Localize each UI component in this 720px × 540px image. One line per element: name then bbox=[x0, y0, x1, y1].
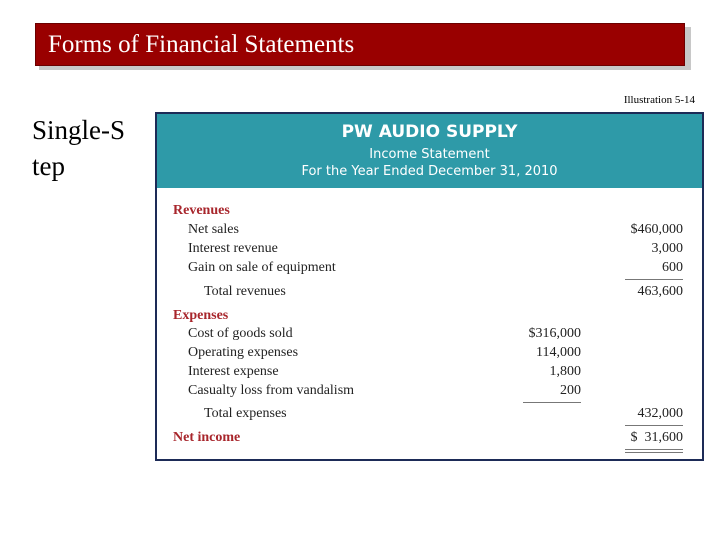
net-income-label: Net income bbox=[173, 430, 241, 445]
illustration-number: Illustration 5-14 bbox=[623, 94, 695, 106]
net-income-double-rule-top bbox=[625, 449, 683, 450]
total-expenses-amount: 432,000 bbox=[637, 406, 683, 421]
total-revenues-rule bbox=[625, 279, 683, 280]
revenue-row bbox=[157, 222, 702, 241]
side-label-text: Single-Step bbox=[32, 115, 126, 181]
total-expenses-rule bbox=[523, 402, 581, 403]
revenue-row bbox=[157, 260, 702, 279]
slide-title: Forms of Financial Statements bbox=[48, 31, 355, 58]
expense-label: Interest expense bbox=[188, 364, 279, 379]
revenue-amount: $460,000 bbox=[630, 222, 683, 237]
expenses-heading-row bbox=[157, 308, 702, 327]
expense-label: Cost of goods sold bbox=[188, 326, 293, 341]
revenue-amount: 600 bbox=[662, 260, 683, 275]
expense-label: Operating expenses bbox=[188, 345, 299, 360]
revenue-amount: 3,000 bbox=[651, 241, 683, 256]
company-name: PW AUDIO SUPPLY bbox=[341, 122, 518, 142]
total-expenses-row bbox=[157, 406, 702, 425]
net-income-amount: $ 31,600 bbox=[630, 430, 683, 445]
expense-amount: $316,000 bbox=[528, 326, 581, 341]
revenue-label: Net sales bbox=[188, 222, 239, 237]
expense-amount: 200 bbox=[560, 383, 581, 398]
expense-amount: 1,800 bbox=[549, 364, 581, 379]
total-revenues-amount: 463,600 bbox=[637, 284, 683, 299]
expense-row bbox=[157, 326, 702, 345]
total-revenues-label: Total revenues bbox=[204, 284, 286, 299]
income-statement bbox=[155, 112, 704, 461]
expense-row bbox=[157, 364, 702, 383]
expense-label: Casualty loss from vandalism bbox=[188, 383, 355, 398]
total-revenues-row bbox=[157, 284, 702, 303]
statement-type: Income Statement bbox=[369, 147, 490, 162]
side-label bbox=[32, 112, 132, 184]
total-expenses-label: Total expenses bbox=[204, 406, 287, 421]
expenses-heading: Expenses bbox=[173, 308, 229, 323]
net-income-rule bbox=[625, 425, 683, 426]
revenues-heading-row bbox=[157, 203, 702, 222]
expense-row bbox=[157, 345, 702, 364]
revenues-heading: Revenues bbox=[173, 203, 230, 218]
revenue-row bbox=[157, 241, 702, 260]
revenue-label: Interest revenue bbox=[188, 241, 278, 256]
statement-period: For the Year Ended December 31, 2010 bbox=[301, 164, 558, 179]
expense-amount: 114,000 bbox=[536, 345, 581, 360]
revenue-label: Gain on sale of equipment bbox=[188, 260, 336, 275]
net-income-double-rule-bottom bbox=[625, 452, 683, 453]
net-income-row bbox=[157, 430, 702, 449]
statement-header bbox=[157, 114, 702, 188]
slide-title-bar bbox=[35, 23, 685, 66]
expense-row bbox=[157, 383, 702, 402]
